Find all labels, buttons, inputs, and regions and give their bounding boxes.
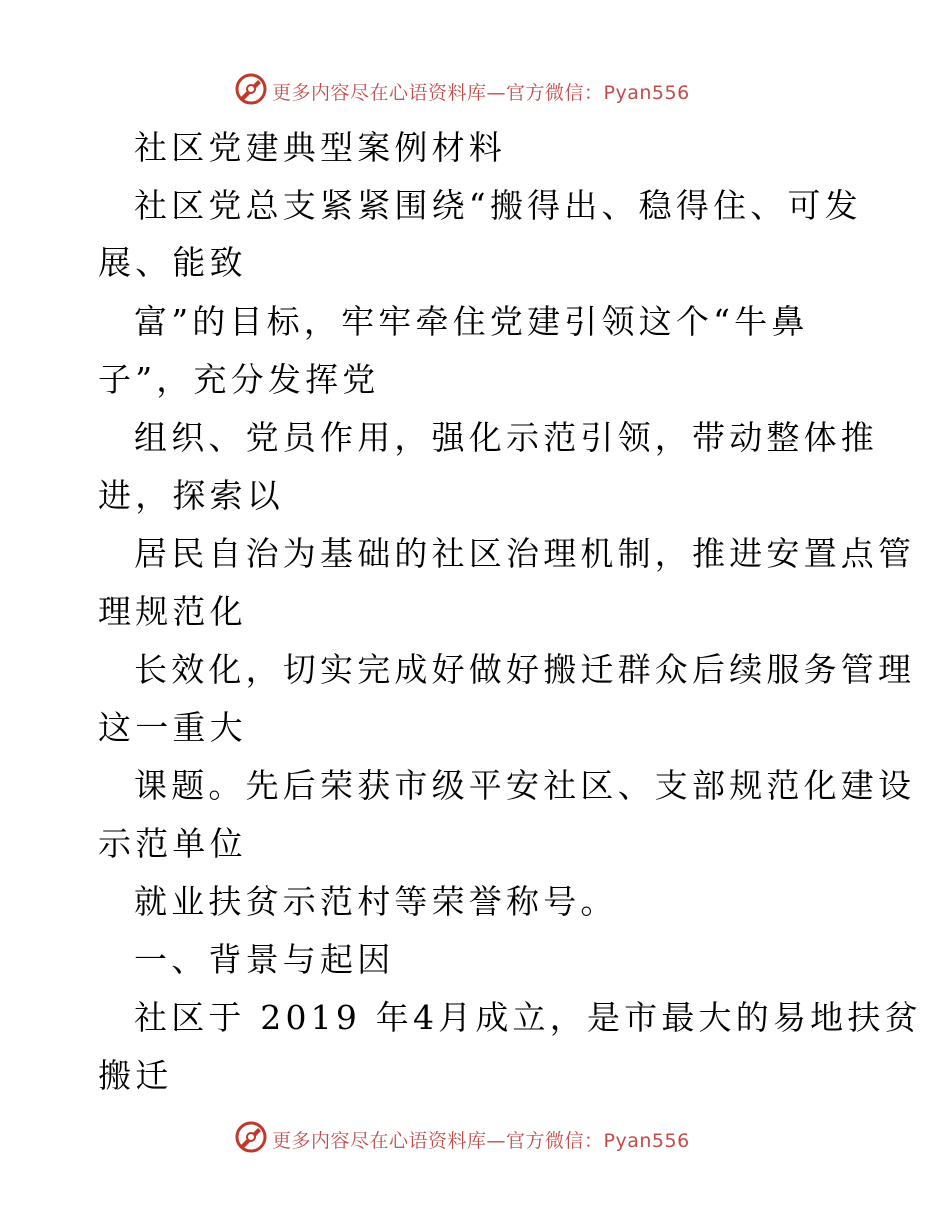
paragraph-line: 这一重大 xyxy=(98,708,247,747)
paragraph-line: 居民自治为基础的社区治理机制，推进安置点管 xyxy=(134,534,916,573)
wechat-id: Pyan556 xyxy=(603,82,690,104)
paragraph-line: 课题。先后荣获市级平安社区、支部规范化建设 xyxy=(134,766,916,805)
banner-text: 更多内容尽在心语资料库—官方微信：Pyan556 xyxy=(272,1130,690,1152)
section-heading: 一、背景与起因 xyxy=(134,940,395,979)
paragraph-line: 子”，充分发挥党 xyxy=(98,360,380,399)
logo-icon xyxy=(234,72,268,106)
paragraph-line: 进，探索以 xyxy=(98,476,284,515)
paragraph-line: 就业扶贫示范村等荣誉称号。 xyxy=(134,882,618,921)
header-banner xyxy=(0,72,950,112)
logo-icon xyxy=(234,1120,268,1154)
paragraph-line: 组织、党员作用，强化示范引领，带动整体推 xyxy=(134,418,878,457)
paragraph-line: 搬迁 xyxy=(98,1056,173,1095)
paragraph-line: 理规范化 xyxy=(98,592,247,631)
paragraph-line: 示范单位 xyxy=(98,824,247,863)
paragraph-line: 社区党总支紧紧围绕“搬得出、稳得住、可发 xyxy=(134,186,862,225)
paragraph-line: 富”的目标，牢牢牵住党建引领这个“牛鼻 xyxy=(134,302,809,341)
footer-banner xyxy=(0,1120,950,1160)
paragraph-line: 长效化，切实完成好做好搬迁群众后续服务管理 xyxy=(134,650,916,689)
banner-text: 更多内容尽在心语资料库—官方微信：Pyan556 xyxy=(272,82,690,104)
paragraph-line: 社区于 2019 年4月成立，是市最大的易地扶贫 xyxy=(134,998,922,1037)
paragraph-line: 展、能致 xyxy=(98,243,247,282)
wechat-id: Pyan556 xyxy=(603,1130,690,1152)
doc-title: 社区党建典型案例材料 xyxy=(134,128,506,167)
